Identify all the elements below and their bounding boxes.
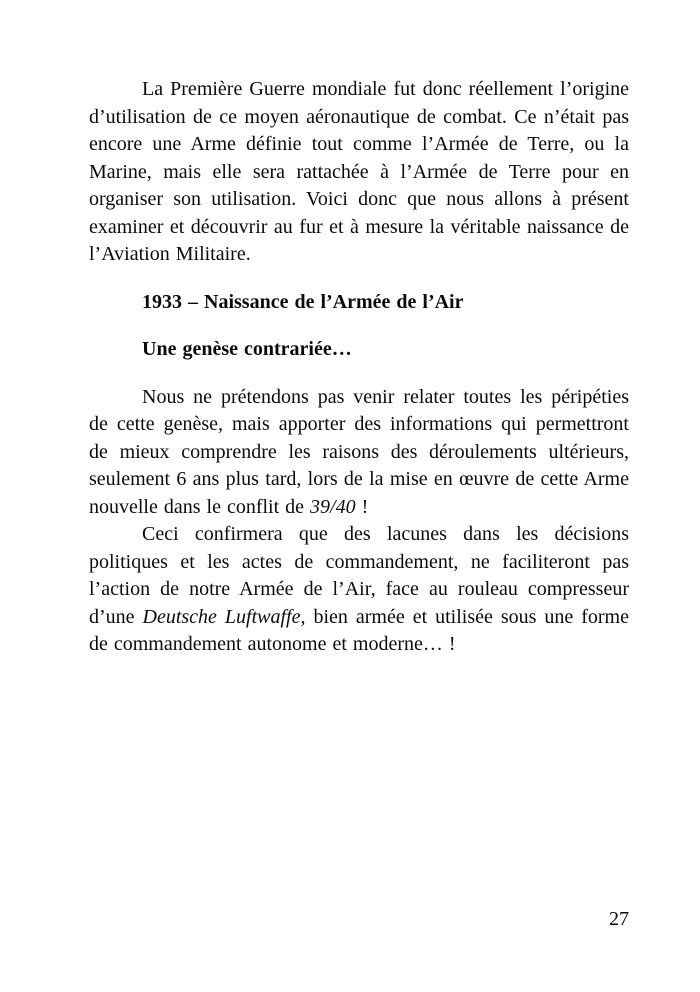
section-heading (89, 289, 629, 317)
body-paragraph (89, 76, 629, 269)
italic-text-run: Deutsche Luftwaffe (142, 605, 301, 628)
page-number: 27 (609, 908, 629, 930)
section-heading (89, 336, 629, 364)
page-content (89, 76, 629, 659)
text-run: La Première Guerre mondiale fut donc réellement l’origine d’utilisation de ce moyen aéronautique de combat. Ce n’était pas encore une Arme définie tout comme l’Armée de Terre, ou la Marine, mais elle sera rattachée à l’Armée de Terre pour en organiser son utilisation. Voici donc que nous allons à présent examiner et découvrir au fur et à mesure la véritable naissance de l’Aviation Militaire. (89, 78, 629, 265)
italic-text-run: 39/40 (310, 495, 356, 518)
text-run: 1933 – Naissance de l’Armée de l’Air (142, 290, 464, 313)
body-paragraph (89, 521, 629, 659)
text-run: Une genèse contrariée… (142, 338, 352, 360)
body-paragraph (89, 384, 629, 522)
text-run: Ceci confirmera que des lacunes dans les décisions politiques et les actes de commandement, ne faciliteront pas l’action de notre Armée de l’Air, face au rouleau compresseur d’une (89, 523, 629, 628)
text-run: , bien armée et utilisée sous une forme de commandement autonome et moderne… ! (89, 605, 629, 655)
text-run: Nous ne prétendons pas venir relater toutes les péripéties de cette genèse, mais apporter des informations qui permettront de mieux comprendre les raisons des déroulements ultérieurs, seulement 6 ans plus tard, lors de la mise en œuvre de cette Arme nouvelle dans le conflit de (89, 385, 629, 518)
text-run: ! (355, 495, 369, 518)
